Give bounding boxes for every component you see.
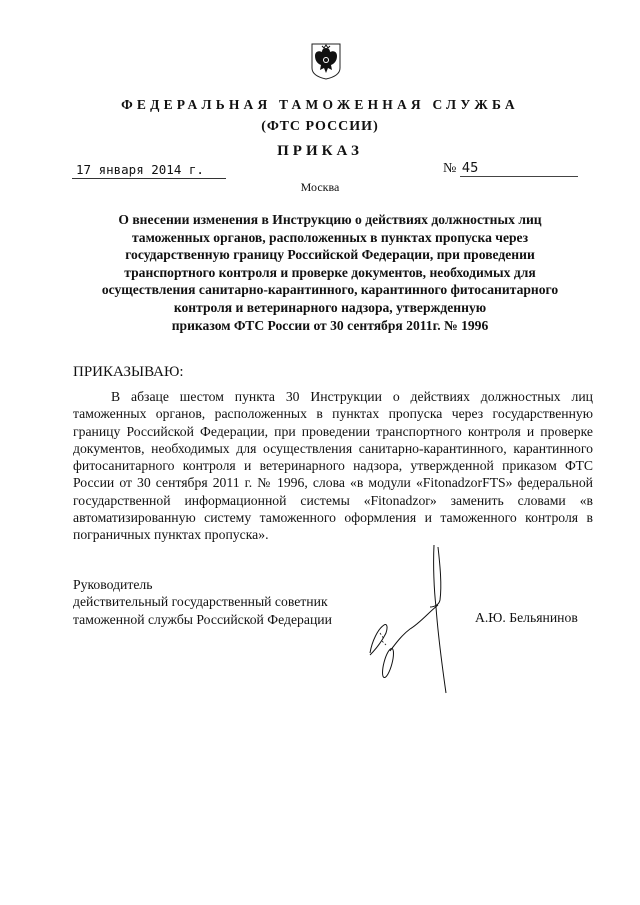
subject-line: таможенных органов, расположенных в пунктах пропуска через bbox=[131, 229, 529, 245]
order-subject bbox=[70, 211, 590, 334]
number-sign: № bbox=[443, 161, 457, 176]
subject-line: контроля и ветеринарного надзора, утвержденную bbox=[173, 299, 487, 315]
coat-of-arms-icon bbox=[310, 42, 342, 80]
agency-abbreviation: (ФТС РОССИИ) bbox=[261, 119, 379, 134]
subject-line: приказом ФТС России от 30 сентября 2011г. № 1996 bbox=[171, 317, 489, 333]
order-number: 45 bbox=[460, 161, 578, 177]
order-date: 17 января 2014 г. bbox=[72, 162, 226, 179]
handwritten-signature-icon bbox=[360, 545, 470, 705]
position-line: таможенной службы Российской Федерации bbox=[73, 611, 332, 627]
subject-line: транспортного контроля и проверке документов, необходимых для bbox=[124, 264, 536, 280]
order-number-field bbox=[443, 161, 591, 177]
subject-line: осуществления санитарно-карантинного, карантинного фитосанитарного bbox=[101, 282, 559, 298]
signatory-position bbox=[73, 576, 332, 628]
subject-line: государственную границу Российской Федерации, при проведении bbox=[125, 247, 535, 263]
subject-line: О внесении изменения в Инструкцию о действиях должностных лиц bbox=[118, 212, 542, 227]
agency-name: ФЕДЕРАЛЬНАЯ ТАМОЖЕННАЯ СЛУЖБА bbox=[121, 97, 519, 112]
position-line: действительный государственный советник bbox=[73, 594, 328, 610]
signatory-name: А.Ю. Бельянинов bbox=[475, 610, 578, 625]
decree-heading: ПРИКАЗЫВАЮ: bbox=[73, 364, 184, 380]
document-type: ПРИКАЗ bbox=[277, 143, 363, 159]
decree-paragraph: В абзаце шестом пункта 30 Инструкции о действиях должностных лиц таможенных органов, расположенных в пунктах пропуска через государственную границу Российской Федерации, при проведении транспортного контроля и проверке документов, необходимых для осуществления санитарно-карантинного, карантинного фитосанитарного контроля и ветеринарного надзора, утвержденной приказом ФТС России от 30 сентября 2011 г. № 1996, слова «в модули «FitonadzorFTS» федеральной государственной информационной системы «Fitonadzor» заменить словами «в автоматизированную систему таможенного оформления и таможенного контроля в пограничных пунктах пропуска». bbox=[73, 389, 593, 543]
position-line: Руководитель bbox=[73, 577, 153, 592]
city: Москва bbox=[300, 180, 340, 194]
